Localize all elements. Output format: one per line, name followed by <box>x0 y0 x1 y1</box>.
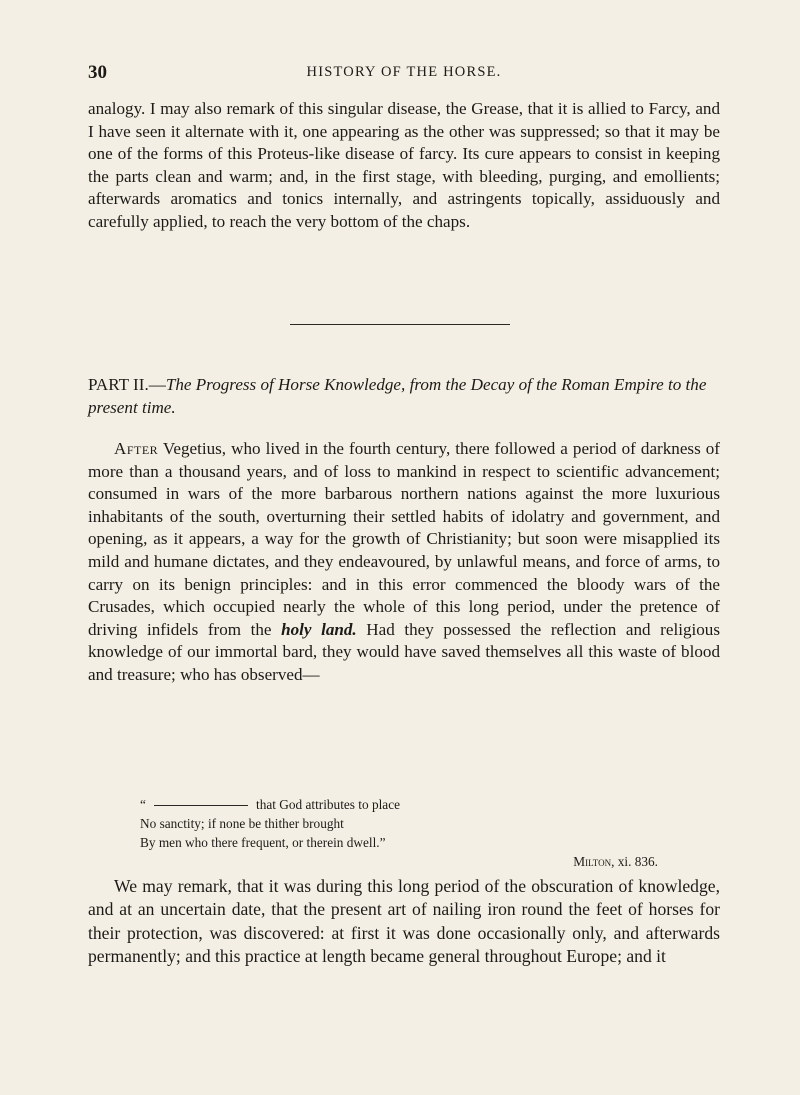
attribution-author: Milton, <box>573 854 615 869</box>
quote-line-3: By men who there frequent, or therein dwell.” <box>140 835 386 850</box>
paragraph-vegetius <box>88 438 720 687</box>
page-number: 30 <box>88 62 107 83</box>
attribution-reference: xi. 836. <box>614 854 658 869</box>
paragraph-horseshoe-nailing: We may remark, that it was during this long period of the obscuration of knowledge, and at an uncertain date, that the present art of nailing iron round the feet of horses for their protection, was discovered: at first it was done occasionally only, and afterwards permanently; and this practice at length became general throughout Europe; and it <box>88 876 720 967</box>
quote-elision-dash <box>154 805 248 806</box>
emphasis-holy-land: holy land. <box>281 619 357 639</box>
part-label: PART II.— <box>88 375 166 394</box>
paragraph-text-after-emphasis: Had they possessed the reflection and religious knowledge of our immortal bard, they would have saved themselves all this waste of blood and treasure; who has observed— <box>88 619 721 684</box>
quote-attribution <box>140 852 670 871</box>
running-title: HISTORY OF THE HORSE. <box>306 64 502 80</box>
quote-line-1 <box>140 795 670 814</box>
running-head <box>88 62 720 84</box>
paragraph-grease-farcy: analogy. I may also remark of this singular disease, the Grease, that it is allied to Farcy, and I have seen it alternate with it, one appearing as the other was suppressed; so that it may be one of the forms of this Proteus-like disease of farcy. Its cure appears to consist in keeping the parts clean and warm; and, in the first stage, with bleeding, purging, and emollients; afterwards aromatics and tonics internally, and astringents topically, assiduously and carefully applied, to reach the very bottom of the chaps. <box>88 99 720 231</box>
part-title: The Progress of Horse Knowledge, from the Decay of the Roman Empire to the present time. <box>88 375 707 417</box>
paragraph-text-before-emphasis: Vegetius, who lived in the fourth century, there followed a period of darkness of more than a thousand years, and of loss to mankind in respect to scientific advancement; consumed in wars of the more barbarous northern nations against the more luxurious inhabitants of the south, overturning their settled habits of idolatry and government, and opening, as it appears, a way for the growth of Christianity; but soon were misapplied its mild and humane dictates, and they endeavoured, by unlawful means, and force of arms, to carry on its benign principles: and in this error commenced the bloody wars of the Crusades, which occupied nearly the whole of this long period, under the pretence of driving infidels from the <box>88 439 720 639</box>
part-heading <box>88 374 720 419</box>
quote-line-1-text: that God attributes to place <box>256 797 401 812</box>
quote-open-mark: “ <box>140 797 146 812</box>
milton-quotation <box>140 795 670 871</box>
quote-line-2: No sanctity; if none be thither brought <box>140 816 344 831</box>
lead-word: After <box>114 439 159 458</box>
section-divider-rule <box>290 324 510 325</box>
